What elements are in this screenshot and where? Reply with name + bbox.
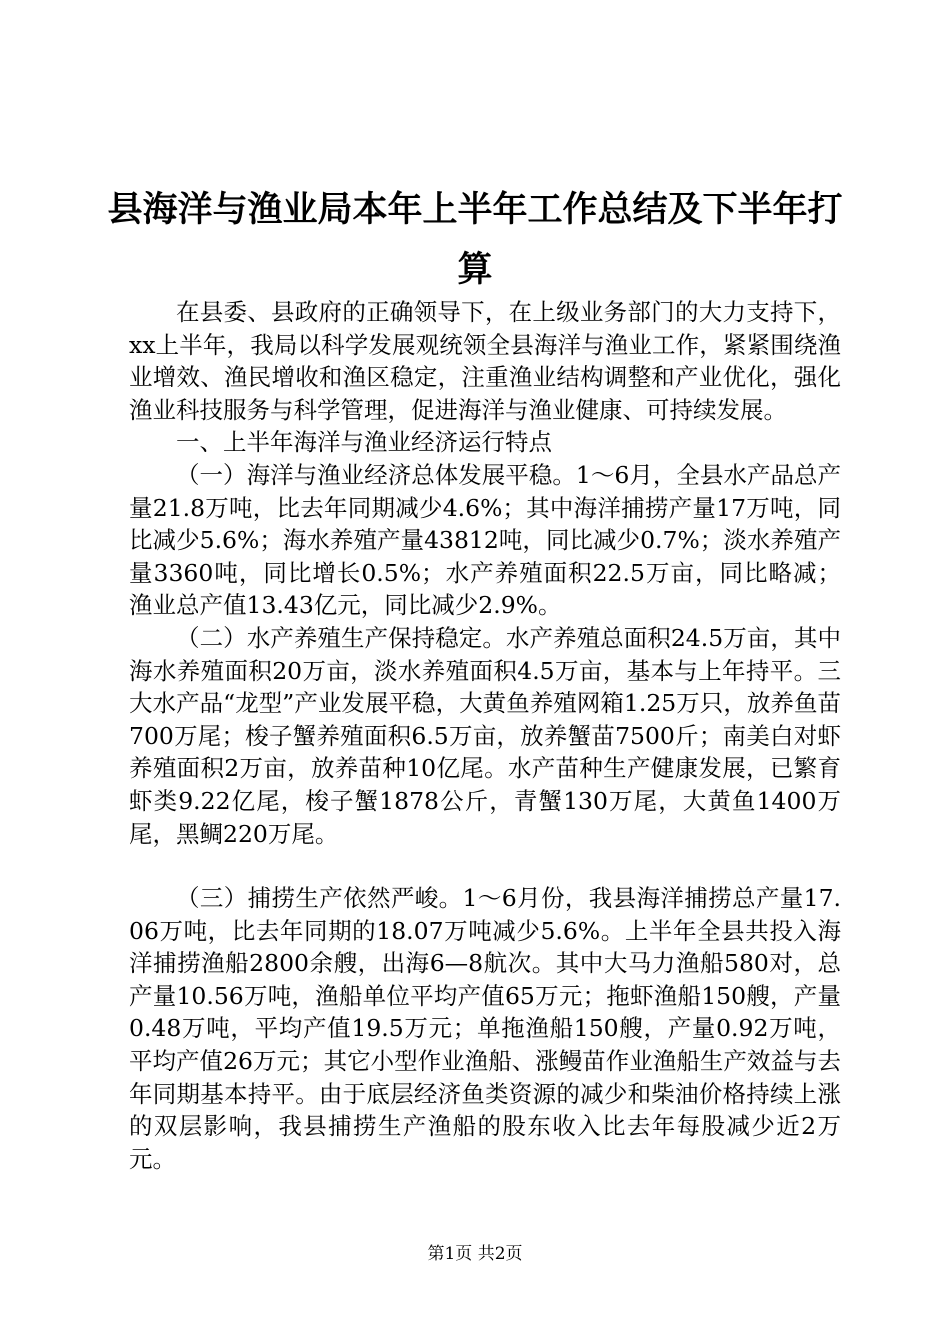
- subsection-3-paragraph: （三）捕捞生产依然严峻。1～6月份，我县海洋捕捞总产量17.06万吨，比去年同期的18.07万吨减少5.6%。上半年全县共投入海洋捕捞渔船2800余艘，出海6—8航次。其中大马力渔船580对，总产量10.56万吨，渔船单位平均产值65万元；拖虾渔船150艘，产量0.48万吨，平均产值19.5万元；单拖渔船150艘，产量0.92万吨，平均产值26万元；其它小型作业渔船、涨鳗苗作业渔船生产效益与去年同期基本持平。由于底层经济鱼类资源的减少和柴油价格持续上涨的双层影响，我县捕捞生产渔船的股东收入比去年每股减少近2万元。: [129, 884, 841, 1173]
- subsection-1-paragraph: （一）海洋与渔业经济总体发展平稳。1～6月，全县水产品总产量21.8万吨，比去年同期减少4.6%；其中海洋捕捞产量17万吨，同比减少5.6%；海水养殖产量43812吨，同比减少0.7%；淡水养殖产量3360吨，同比增长0.5%；水产养殖面积22.5万亩，同比略减；渔业总产值13.43亿元，同比减少2.9%。: [129, 460, 841, 620]
- page-footer: 第1页 共2页: [427, 1244, 523, 1264]
- intro-paragraph: 在县委、县政府的正确领导下，在上级业务部门的大力支持下，xx上半年，我局以科学发展观统领全县海洋与渔业工作，紧紧围绕渔业增效、渔民增收和渔区稳定，注重渔业结构调整和产业优化，强化渔业科技服务与科学管理，促进海洋与渔业健康、可持续发展。: [129, 298, 841, 424]
- subsection-2-paragraph: （二）水产养殖生产保持稳定。水产养殖总面积24.5万亩，其中海水养殖面积20万亩，淡水养殖面积4.5万亩，基本与上年持平。三大水产品“龙型”产业发展平稳，大黄鱼养殖网箱1.25万只，放养鱼苗700万尾；梭子蟹养殖面积6.5万亩，放养蟹苗7500斤；南美白对虾养殖面积2万亩，放养苗种10亿尾。水产苗种生产健康发展，已繁育虾类9.22亿尾，梭子蟹1878公斤，青蟹130万尾，大黄鱼1400万尾，黑鲷220万尾。: [129, 623, 841, 848]
- section-heading: 一、上半年海洋与渔业经济运行特点: [176, 428, 552, 457]
- document-title: 县海洋与渔业局本年上半年工作总结及下半年打算: [107, 190, 843, 290]
- document-body: [129, 296, 841, 1175]
